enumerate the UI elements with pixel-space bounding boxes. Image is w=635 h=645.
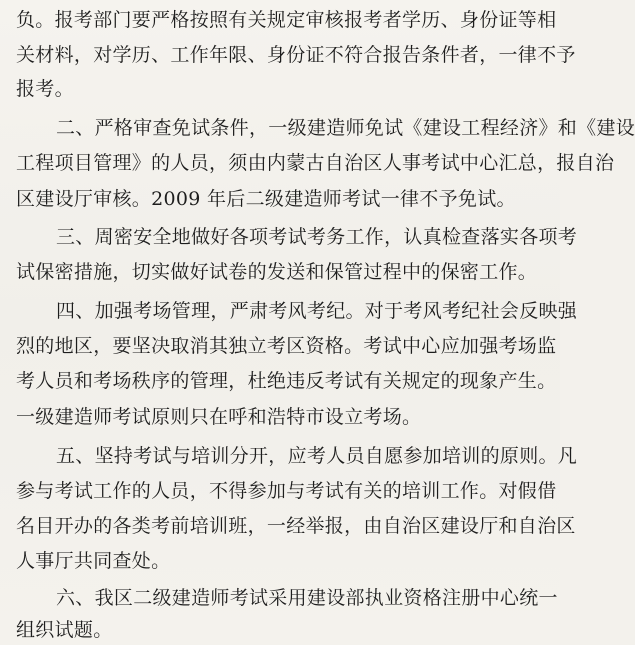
text-line: 负。报考部门要严格按照有关规定审核报考者学历、身份证等相 [16,9,557,31]
text-line: 报考。 [16,78,74,100]
text-line: 一级建造师考试原则只在呼和浩特市设立考场。 [16,406,422,428]
text-line: 名目开办的各类考前培训班，一经举报，由自治区建设厅和自治区 [16,515,576,537]
text-line: 四、加强考场管理，严肃考风考纪。对于考风考纪社会反映强 [56,300,578,322]
text-line: 二、严格审查免试条件，一级建造师免试《建设工程经济》和《建设 [56,117,635,139]
text-line: 三、周密安全地做好各项考试考务工作，认真检查落实各项考 [56,226,578,248]
text-line: 考人员和考场秩序的管理，杜绝违反考试有关规定的现象产生。 [16,370,557,392]
text-line: 区建设厅审核。2009 年后二级建造师考试一律不予免试。 [16,188,516,210]
text-line: 工程项目管理》的人员，须由内蒙古自治区人事考试中心汇总，报自治 [16,152,615,174]
text-line: 五、坚持考试与培训分开，应考人员自愿参加培训的原则。凡 [56,445,578,467]
text-line: 关材料，对学历、工作年限、身份证不符合报告条件者，一律不予 [16,44,576,66]
text-line: 组织试题。 [16,619,113,641]
text-line: 六、我区二级建造师考试采用建设部执业资格注册中心统一 [56,587,558,609]
text-line: 人事厅共同查处。 [16,550,171,572]
text-line: 参与考试工作的人员，不得参加与考试有关的培训工作。对假借 [16,480,557,502]
text-line: 烈的地区，要坚决取消其独立考区资格。考试中心应加强考场监 [16,335,557,357]
text-line: 试保密措施，切实做好试卷的发送和保管过程中的保密工作。 [16,261,538,283]
